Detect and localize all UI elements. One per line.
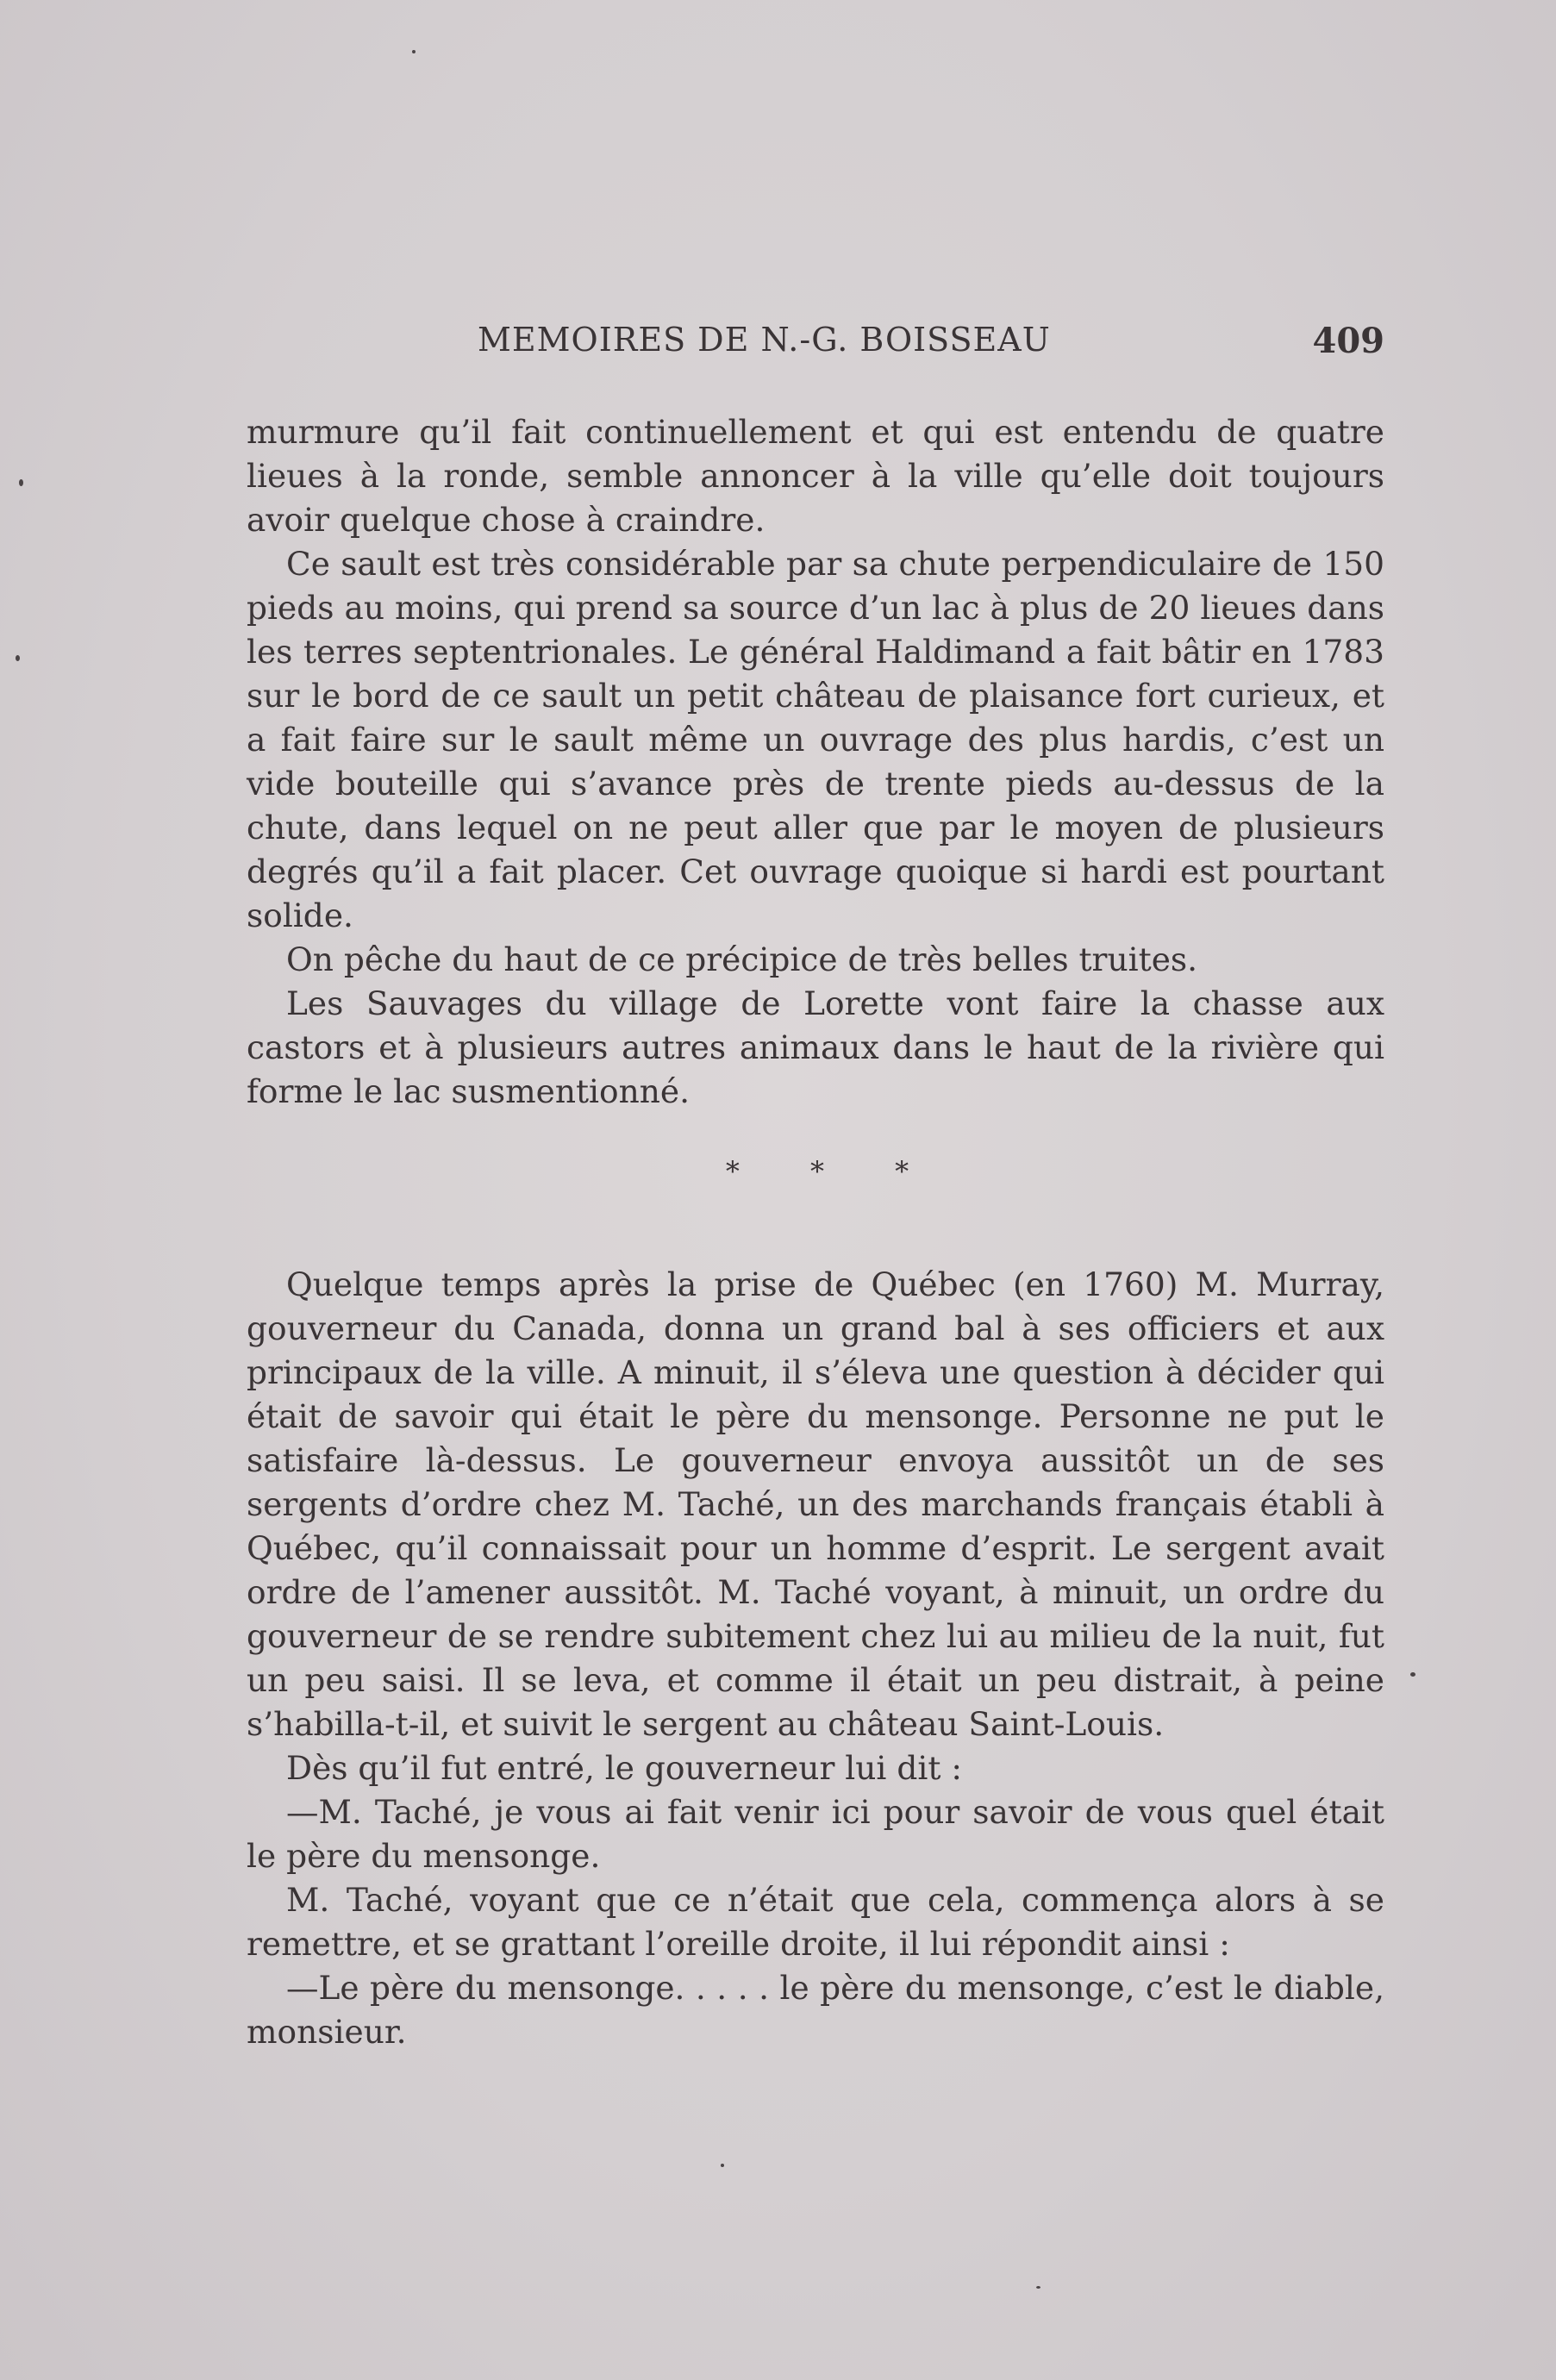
paragraph: Quelque temps après la prise de Québec (en 1760) M. Murray, gouverneur du Canada, donna un grand bal à ses officiers et aux principaux de la ville. A minuit, il s’éleva une question à décider qui était de savoir qui était le père du mensonge. Personne ne put le satisfaire là-dessus. Le gouverneur envoya aussitôt un de ses sergents d’ordre chez M. Taché, un des marchands français établi à Québec, qu’il connaissait pour un homme d’esprit. Le sergent avait ordre de l’amener aussitôt. M. Taché voyant, à minuit, un ordre du gouverneur de se rendre subitement chez lui au milieu de la nuit, fut un peu saisi. Il se leva, et comme il était un peu distrait, à peine s’habilla-t-il, et suivit le sergent au château Saint-Louis. <box>247 1265 1384 1743</box>
paragraph: —Le père du mensonge. . . . . le père du mensonge, c’est le diable, monsieur. <box>247 1969 1384 2051</box>
paper-speck <box>1410 1672 1415 1677</box>
running-title: MEMOIRES DE N.-G. BOISSEAU <box>478 321 1051 359</box>
paragraph: —M. Taché, je vous ai fait venir ici pour savoir de vous quel était le père du mensonge. <box>247 1793 1384 1875</box>
paragraph: Dès qu’il fut entré, le gouverneur lui dit : <box>286 1749 962 1787</box>
paper-speck <box>16 655 20 661</box>
paper-speck <box>19 479 23 486</box>
paper-speck <box>721 2164 724 2167</box>
paragraph: murmure qu’il fait continuellement et qui est entendu de quatre lieues à la ronde, semble annoncer à la ville qu’elle doit toujours avoir quelque chose à craindre. <box>247 413 1384 539</box>
paragraph: On pêche du haut de ce précipice de très belles truites. <box>286 940 1198 978</box>
page-body <box>247 410 1384 2054</box>
paper-speck <box>1036 2286 1040 2289</box>
paragraph: M. Taché, voyant que ce n’était que cela, commença alors à se remettre, et se grattant l’oreille droite, il lui répondit ainsi : <box>247 1881 1384 1963</box>
page-header <box>247 321 1384 372</box>
section-separator: * * * <box>725 1155 940 1188</box>
page-number: 409 <box>1312 321 1384 361</box>
paragraph: Ce sault est très considérable par sa chute perpendiculaire de 150 pieds au moins, qui prend sa source d’un lac à plus de 20 lieues dans les terres septentrionales. Le général Haldimand a fait bâtir en 1783 sur le bord de ce sault un petit château de plaisance fort curieux, et a fait faire sur le sault même un ouvrage des plus hardis, c’est un vide bouteille qui s’avance près de trente pieds au-dessus de la chute, dans lequel on ne peut aller que par le moyen de plusieurs degrés qu’il a fait placer. Cet ouvrage quoique si hardi est pourtant solide. <box>247 545 1384 934</box>
paragraph: Les Sauvages du village de Lorette vont faire la chasse aux castors et à plusieurs autres animaux dans le haut de la rivière qui forme le lac susmentionné. <box>247 984 1384 1110</box>
paper-speck <box>412 50 416 53</box>
